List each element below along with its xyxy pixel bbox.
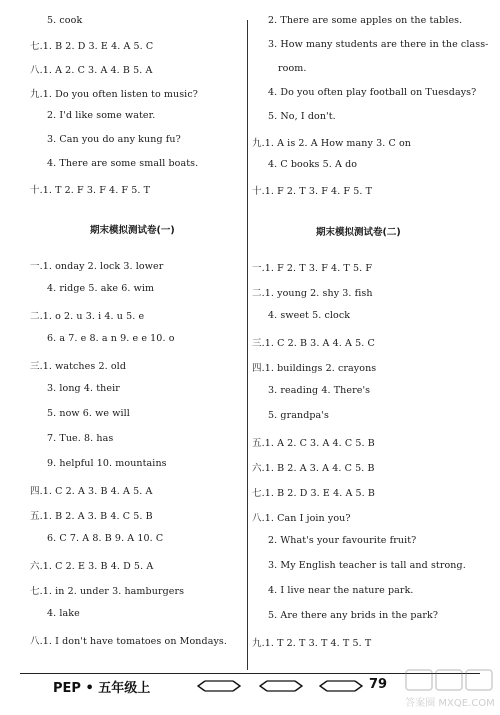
- answer-line: 4. sweet 5. clock: [268, 310, 351, 321]
- answer-line: 八.1. Can I join you?: [252, 513, 351, 524]
- answer-line: 3. How many students are there in the class-: [268, 39, 489, 50]
- section-title: 期末模拟测试卷(一): [90, 225, 175, 236]
- answer-line: 五.1. A 2. C 3. A 4. C 5. B: [252, 438, 375, 449]
- section-title: 期末模拟测试卷(二): [316, 227, 401, 238]
- answer-line: 6. a 7. e 8. a n 9. e e 10. o: [47, 333, 175, 344]
- answer-line: 2. I'd like some water.: [47, 110, 156, 121]
- answer-line: 四.1. C 2. A 3. B 4. A 5. A: [30, 486, 153, 497]
- answer-line: 二.1. young 2. shy 3. fish: [252, 288, 373, 299]
- chevron-ornament-icon: [319, 680, 363, 692]
- chevron-ornament-icon: [197, 680, 241, 692]
- answer-line: 十.1. F 2. T 3. F 4. F 5. T: [252, 186, 373, 197]
- answer-line: room.: [278, 63, 307, 74]
- answer-line: 六.1. C 2. E 3. B 4. D 5. A: [30, 561, 154, 572]
- answer-line: 一.1. F 2. T 3. F 4. T 5. F: [252, 263, 373, 274]
- answer-line: 三.1. watches 2. old: [30, 361, 126, 372]
- chevron-ornament-icon: [259, 680, 303, 692]
- answer-line: 7. Tue. 8. has: [47, 433, 114, 444]
- answer-line: 5. Are there any brids in the park?: [268, 610, 439, 621]
- answer-line: 4. lake: [47, 608, 80, 619]
- answer-line: 五.1. B 2. A 3. B 4. C 5. B: [30, 511, 153, 522]
- answer-line: 3. Can you do any kung fu?: [47, 134, 181, 145]
- answer-line: 3. long 4. their: [47, 383, 120, 394]
- answer-line: 九.1. T 2. T 3. T 4. T 5. T: [252, 638, 372, 649]
- answer-line: 4. I live near the nature park.: [268, 585, 414, 596]
- answer-line: 3. reading 4. There's: [268, 385, 371, 396]
- answer-line: 七.1. B 2. D 3. E 4. A 5. B: [252, 488, 375, 499]
- answer-line: 5. now 6. we will: [47, 408, 130, 419]
- answer-line: 4. C books 5. A do: [268, 159, 358, 170]
- answer-line: 八.1. I don't have tomatoes on Mondays.: [30, 636, 228, 647]
- answer-line: 十.1. T 2. F 3. F 4. F 5. T: [30, 185, 151, 196]
- answer-line: 七.1. B 2. D 3. E 4. A 5. C: [30, 41, 154, 52]
- answer-line: 三.1. C 2. B 3. A 4. A 5. C: [252, 338, 375, 349]
- answer-line: 5. No, I don't.: [268, 111, 336, 122]
- answer-line: 2. There are some apples on the tables.: [268, 15, 463, 26]
- answer-line: 九.1. Do you often listen to music?: [30, 89, 198, 100]
- watermark-text: 答案圈 MXQE.COM: [405, 698, 495, 709]
- answer-line: 5. cook: [47, 15, 83, 26]
- answer-line: 6. C 7. A 8. B 9. A 10. C: [47, 533, 164, 544]
- answer-line: 八.1. A 2. C 3. A 4. B 5. A: [30, 65, 153, 76]
- answer-line: 4. ridge 5. ake 6. wim: [47, 283, 155, 294]
- answer-line: 一.1. onday 2. lock 3. lower: [30, 261, 164, 272]
- answer-line: 3. My English teacher is tall and strong.: [268, 560, 466, 571]
- answer-line: 四.1. buildings 2. crayons: [252, 363, 377, 374]
- watermark-logo-icon: [404, 668, 496, 712]
- answer-line: 5. grandpa's: [268, 410, 330, 421]
- page-number: 79: [369, 677, 388, 692]
- answer-line: 9. helpful 10. mountains: [47, 458, 167, 469]
- answer-line: 六.1. B 2. A 3. A 4. C 5. B: [252, 463, 375, 474]
- answer-line: 4. Do you often play football on Tuesdays?: [268, 87, 477, 98]
- answer-line: 九.1. A is 2. A How many 3. C on: [252, 138, 412, 149]
- answer-line: 七.1. in 2. under 3. hamburgers: [30, 586, 185, 597]
- answer-line: 4. There are some small boats.: [47, 158, 199, 169]
- answer-line: 二.1. o 2. u 3. i 4. u 5. e: [30, 311, 145, 322]
- column-divider: [247, 20, 248, 670]
- answer-line: 2. What's your favourite fruit?: [268, 535, 417, 546]
- footer-label: PEP • 五年级上: [53, 681, 151, 696]
